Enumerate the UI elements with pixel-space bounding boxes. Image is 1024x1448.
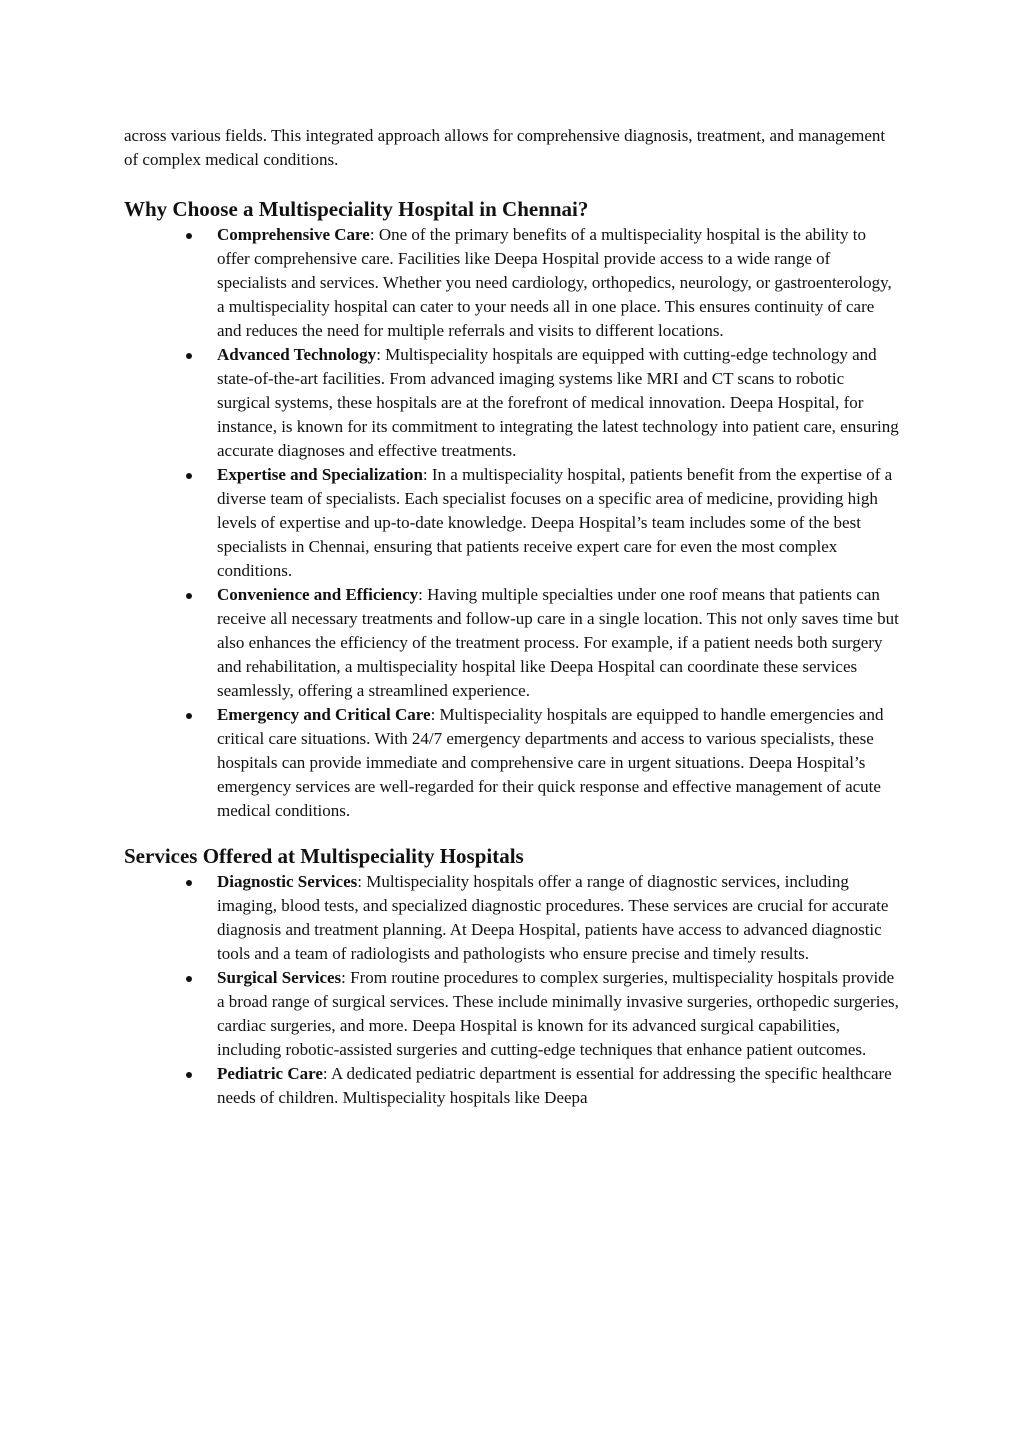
bullet-icon bbox=[186, 473, 192, 479]
list-item bbox=[217, 343, 900, 463]
list-item-text: Having multiple specialties under one roof means that patients can receive all necessary treatments and follow-up care in a single location. This not only saves time but also enhances the efficiency of the treatment process. For example, if a patient needs both surgery and rehabilitation, a multispeciality hospital like Deepa Hospital can coordinate these services seamlessly, offering a streamlined experience. bbox=[217, 585, 899, 700]
list-item-term: Emergency and Critical Care bbox=[217, 705, 431, 724]
list-item-text: Multispeciality hospitals are equipped to handle emergencies and critical care situations. With 24/7 emergency departments and access to various specialists, these hospitals can provide immediate and comprehensive care in urgent situations. Deepa Hospital’s emergency services are well-regarded for their quick response and effective management of acute medical conditions. bbox=[217, 705, 884, 820]
bullet-icon bbox=[186, 713, 192, 719]
list-item bbox=[217, 223, 900, 343]
list-item bbox=[217, 463, 900, 583]
list-item-text: In a multispeciality hospital, patients benefit from the expertise of a diverse team of specialists. Each specialist focuses on a specific area of medicine, providing high levels of expertise and up-to-date knowledge. Deepa Hospital’s team includes some of the best specialists in Chennai, ensuring that patients receive expert care for even the most complex conditions. bbox=[217, 465, 893, 580]
list-item-separator: : bbox=[357, 872, 367, 891]
list-item-text: A dedicated pediatric department is essential for addressing the specific healthcare needs of children. Multispeciality hospitals like Deepa bbox=[217, 1064, 892, 1107]
bullet-icon bbox=[186, 593, 192, 599]
list-item-term: Pediatric Care bbox=[217, 1064, 323, 1083]
list-item-term: Convenience and Efficiency bbox=[217, 585, 419, 604]
list-item bbox=[217, 583, 900, 703]
bullet-icon bbox=[186, 353, 192, 359]
section-heading-services: Services Offered at Multispeciality Hospitals bbox=[124, 844, 524, 868]
list-item bbox=[217, 703, 900, 823]
list-item-term: Diagnostic Services bbox=[217, 872, 358, 891]
bullet-icon bbox=[186, 880, 192, 886]
list-item-term: Surgical Services bbox=[217, 968, 342, 987]
services-list bbox=[124, 870, 900, 1110]
why-choose-list bbox=[124, 223, 900, 823]
list-item bbox=[217, 966, 900, 1062]
bullet-icon bbox=[186, 1072, 192, 1078]
document-page bbox=[124, 124, 900, 1110]
bullet-icon bbox=[186, 976, 192, 982]
list-item-term: Advanced Technology bbox=[217, 345, 377, 364]
list-item-separator: : bbox=[369, 225, 379, 244]
list-item-term: Expertise and Specialization bbox=[217, 465, 423, 484]
list-item-separator: : bbox=[418, 585, 428, 604]
bullet-icon bbox=[186, 233, 192, 239]
list-item-text: Multispeciality hospitals are equipped with cutting-edge technology and state-of-the-art facilities. From advanced imaging systems like MRI and CT scans to robotic surgical systems, these hospitals are at the forefront of medical innovation. Deepa Hospital, for instance, is known for its commitment to integrating the latest technology into patient care, ensuring accurate diagnoses and effective treatments. bbox=[217, 345, 899, 460]
list-item-separator: : bbox=[376, 345, 386, 364]
list-item-term: Comprehensive Care bbox=[217, 225, 370, 244]
list-item-separator: : bbox=[322, 1064, 331, 1083]
list-item bbox=[217, 870, 900, 966]
section-heading-why-choose: Why Choose a Multispeciality Hospital in Chennai? bbox=[124, 197, 589, 221]
list-item-separator: : bbox=[430, 705, 440, 724]
list-item-separator: : bbox=[422, 465, 432, 484]
intro-paragraph: across various fields. This integrated approach allows for comprehensive diagnosis, treatment, and management of complex medical conditions. bbox=[124, 126, 886, 169]
list-item-text: Multispeciality hospitals offer a range of diagnostic services, including imaging, blood tests, and specialized diagnostic procedures. These services are crucial for accurate diagnosis and treatment planning. At Deepa Hospital, patients have access to advanced diagnostic tools and a team of radiologists and pathologists who ensure precise and timely results. bbox=[217, 872, 889, 963]
list-item-text: From routine procedures to complex surgeries, multispeciality hospitals provide a broad range of surgical services. These include minimally invasive surgeries, orthopedic surgeries, cardiac surgeries, and more. Deepa Hospital is known for its advanced surgical capabilities, including robotic-assisted surgeries and cutting-edge techniques that enhance patient outcomes. bbox=[217, 968, 899, 1059]
list-item-text: One of the primary benefits of a multispeciality hospital is the ability to offer comprehensive care. Facilities like Deepa Hospital provide access to a wide range of specialists and services. Whether you need cardiology, orthopedics, neurology, or gastroenterology, a multispeciality hospital can cater to your needs all in one place. This ensures continuity of care and reduces the need for multiple referrals and visits to different locations. bbox=[217, 225, 892, 340]
list-item-separator: : bbox=[341, 968, 351, 987]
list-item bbox=[217, 1062, 900, 1110]
